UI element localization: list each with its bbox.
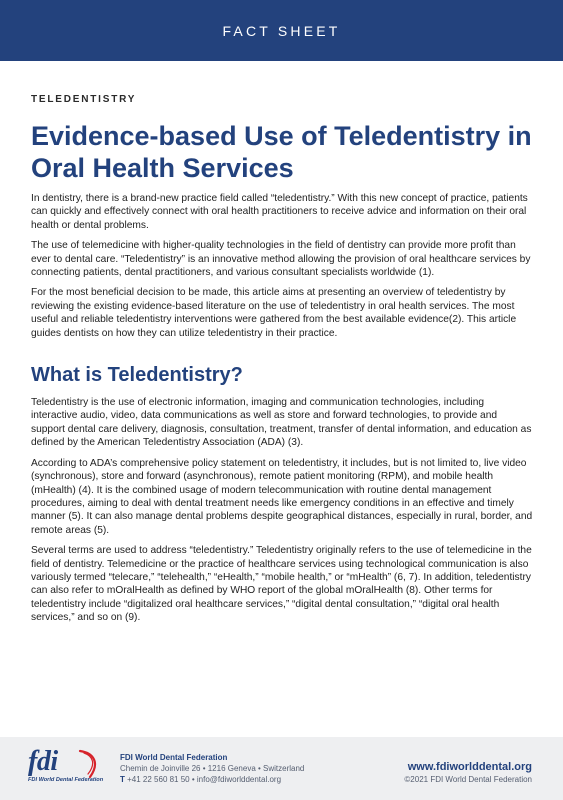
org-contact: [120, 774, 304, 785]
org-name: FDI World Dental Federation: [120, 753, 228, 762]
fdi-logo: [28, 747, 108, 791]
intro-paragraph-3: For the most beneficial decision to be made, this article aims at presenting an overview of teledentistry by reviewing the existing evidence-based literature on the use of teledentistry in oral health services. The most useful and reliable teledentistry interventions were gathered from the best available evidence(2). This article guides dentists on how they can utilize teledentistry in their practice.: [31, 287, 517, 339]
website-link[interactable]: www.fdiworlddental.org: [407, 761, 532, 773]
fact-sheet-banner: [0, 0, 563, 61]
website-info: [404, 760, 532, 786]
org-address: Chemin de Joinville 26 • 1216 Geneva • Switzerland: [120, 764, 305, 773]
section-heading: What is Teledentistry?: [31, 364, 243, 387]
intro-paragraph-1: In dentistry, there is a brand-new practice field called “teledentistry.” With this new concept of practice, patients can quickly and effectively connect with oral health practitioners to receive advice and information on their oral health or dental problems.: [31, 193, 528, 231]
page-footer: [0, 737, 563, 800]
organization-info: [120, 752, 304, 785]
copyright-text: ©2021 FDI World Dental Federation: [404, 775, 532, 784]
logo-swoosh-icon: [76, 749, 102, 779]
category-label: TELEDENTISTRY: [31, 94, 137, 105]
intro-paragraph-2: The use of telemedicine with higher-quality technologies in the field of dentistry can provide more profit than ever to dental care. “Teledentistry” is an innovative method allowing the provision of oral healthcare services by connecting patients, dental practitioners, and various consultant specialists worldwide (1).: [31, 240, 531, 279]
logo-subtitle: FDI World Dental Federation: [28, 777, 104, 783]
banner-label: FACT SHEET: [222, 22, 341, 39]
contact-details: +41 22 560 81 50 • info@fdiworlddental.org: [127, 775, 282, 784]
logo-wordmark: fdi: [28, 746, 58, 777]
page-title: Evidence-based Use of Teledentistry in Oral Health Services: [31, 121, 532, 183]
section-paragraph-1: Teledentistry is the use of electronic information, imaging and communication technologies, including interactive audio, video, data communications as well as store and forward technologies, to provide and support dental care delivery, diagnosis, consultation, treatment, transfer of dental information, and education as defined by the American Teledentistry Association (ADA) (3).: [31, 397, 532, 449]
section-paragraph-2: According to ADA’s comprehensive policy statement on teledentistry, it includes, but is not limited to, live video (synchronous), store and forward (asynchronous), remote patient monitoring (RPM), and mobile health (mHealth) (4). It is the combined usage of modern telecommunication with routine dental management procedures, aiming to deal with dental treatment needs like emergency conditions in an effective and timely manner (5). It can also manage dental problems despite geographical distances, especially in rural, border, and remote areas (5).: [31, 457, 533, 536]
main-content: [31, 94, 533, 632]
section-paragraph-3: Several terms are used to address “teledentistry.” Teledentistry originally refers to the use of telemedicine in the field of dentistry. Telemedicine or the practice of healthcare services using technological communication is also variously termed “telecare,” “telehealth,” “eHealth,” “mobile health,” or “mHealth” (6, 7). In addition, teledentistry can also refer to mOralHealth as defined by WHO report of the global mOralHealth (8). Other terms for teledentistry include “digitalized oral healthcare services,” “digital dental consultation,” “digital oral health services,” and so on (9).: [31, 545, 532, 624]
phone-prefix: T: [120, 775, 125, 784]
